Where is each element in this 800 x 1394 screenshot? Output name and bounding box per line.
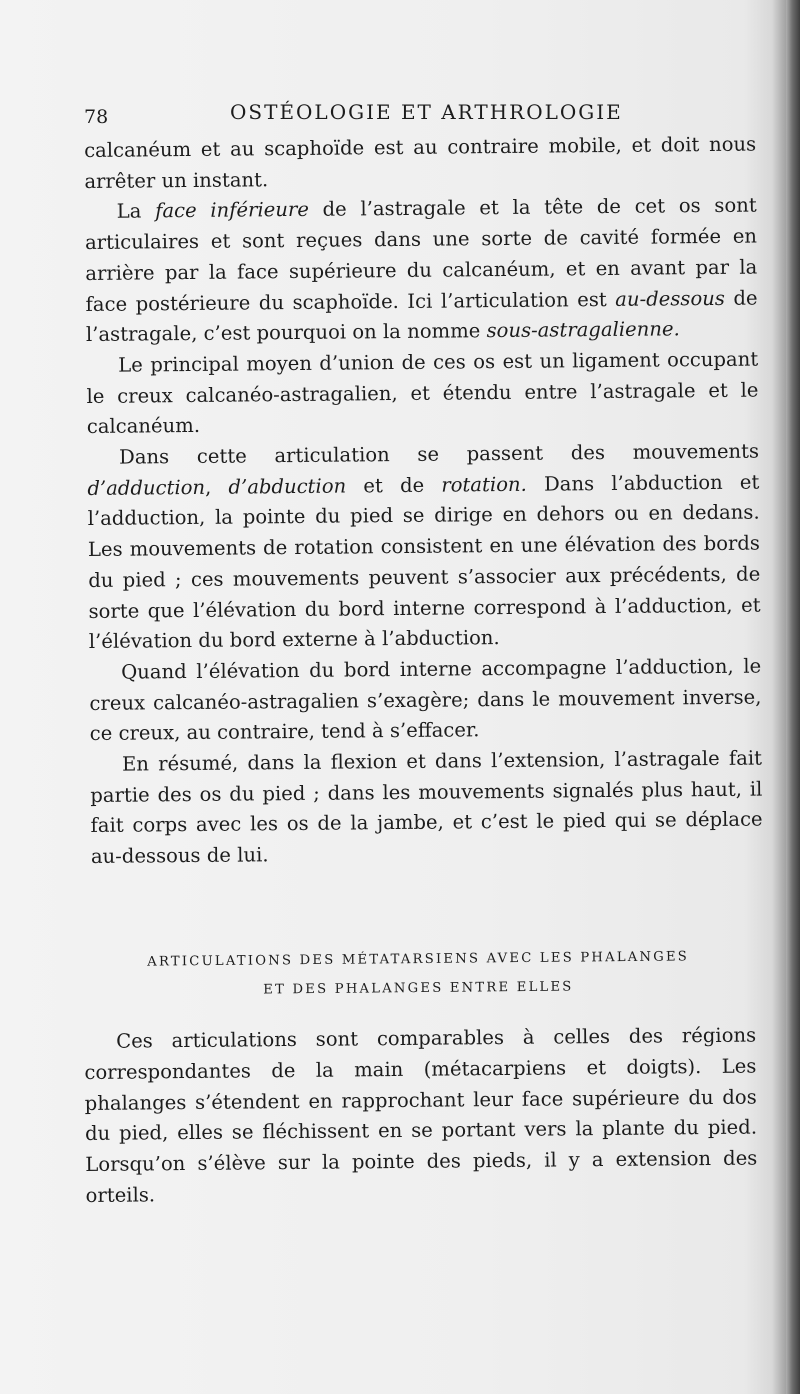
section-heading-line: ET DES PHALANGES ENTRE ELLES [263,979,574,998]
text-run: La [116,199,156,224]
section-heading-line: ARTICULATIONS DES MÉTATARSIENS AVEC LES PHALANGES [147,949,690,970]
page-number: 78 [84,106,109,128]
italic-term: sous-astragalienne. [486,317,680,343]
italic-term: face inférieure [155,198,309,223]
italic-term: rotation. [441,472,527,497]
italic-term: au-dessous [615,286,726,311]
page-header [84,100,704,134]
text-run: Dans l’abduction et l’adduction, la pointe du pied se dirige en dehors ou en dedans. Les mouvements de rotation consistent en une élévation des bords du pied ; ces mouvements peuvent s’associer aux précédents, de sorte que l’élévation du bord interne correspond à l’adduction, et l’élévation du bord externe à l’abduction. [87,470,761,654]
text-run: Dans cette articulation se passent des mouvements [118,439,760,469]
text-run: de l’astragale, c’est pourquoi on la nomme [85,286,758,347]
italic-term: d’adduction [87,475,206,500]
text-run: , [204,475,229,499]
text-run: de l’astragale et la tête de cet os sont articulaires et sont reçues dans une sorte de cavité formée en arrière par la face supérieure du calcanéum, et en avant par la face postérieure du scaphoïde. Ici l’articulation est [84,193,758,316]
paragraph: Le principal moyen d’union de ces os est un ligament occupant le creux calcanéo-astragalien, et étendu entre l’astragale et le calcanéum. [86,347,759,439]
paragraph: En résumé, dans la flexion et dans l’extension, l’astragale fait partie des os du pied ; dans les mouvements signalés plus haut, il fait corps avec les os de la jambe, et c’est le pied qui se déplace au-dessous de lui. [90,746,763,869]
section-heading [108,942,729,1006]
paragraph: calcanéum et au scaphoïde est au contraire mobile, et doit nous arrêter un instant. [84,132,757,193]
body-text [84,130,763,873]
paragraph [87,437,761,658]
running-title: OSTÉOLOGIE ET ARTHROLOGIE [230,100,623,124]
page-edge [786,0,800,1394]
italic-term: d’abduction [228,474,347,499]
paragraph: Ces articulations sont comparables à celles des régions correspondantes de la main (métacarpiens et doigts). Les phalanges s’étendent en rapprochant leur face supérieure du dos du pied, elles se fléchissent en se portant vers la plante du pied. Lorsqu’on s’élève sur la pointe des pieds, il y a extension des orteils. [84,1023,758,1207]
text-run: et de [346,473,442,498]
section-text [84,1021,758,1212]
paragraph: Quand l’élévation du bord interne accompagne l’adduction, le creux calcanéo-astragalien s’exagère; dans le mouvement inverse, ce creux, au contraire, tend à s’effacer. [89,654,762,746]
paragraph [85,191,758,351]
